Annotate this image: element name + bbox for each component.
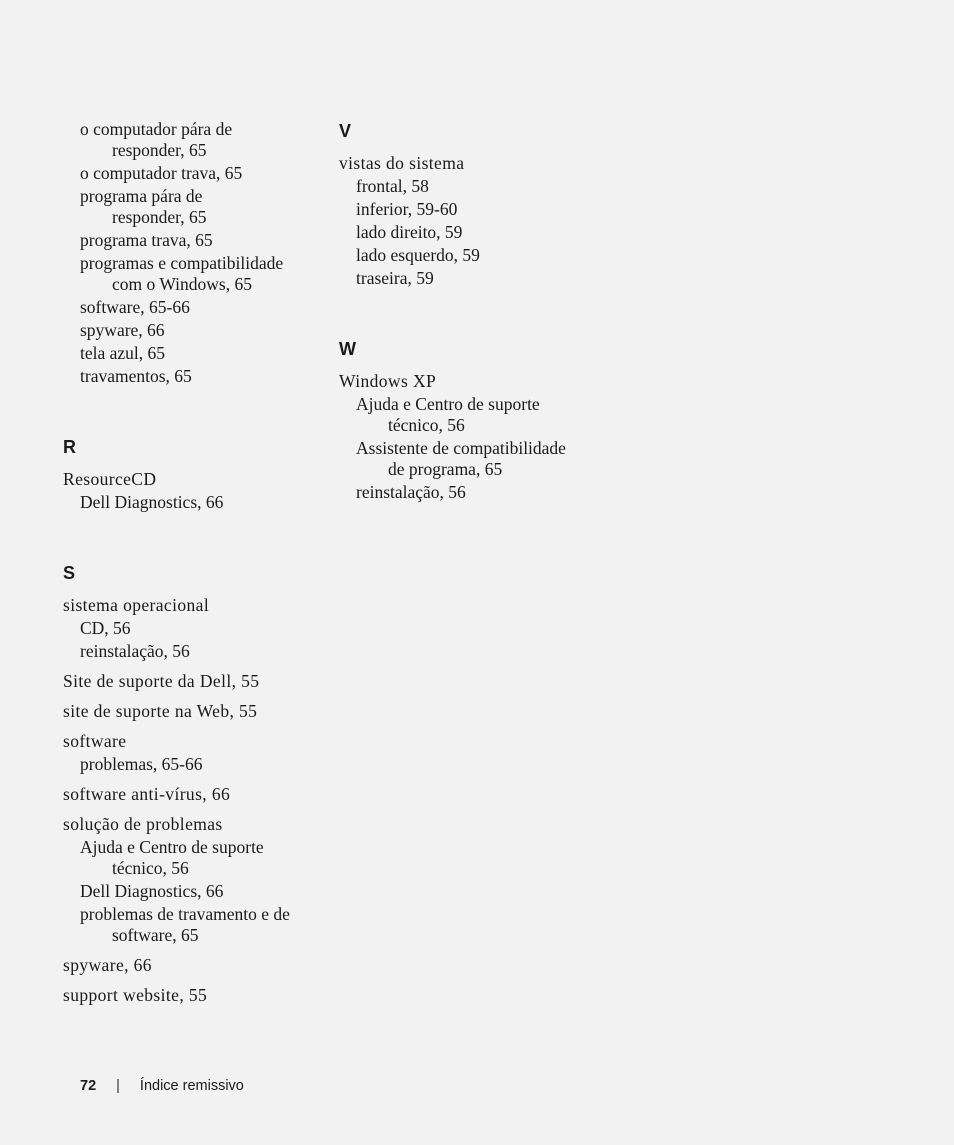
index-subentry: reinstalação, 56 [356, 482, 466, 502]
index-entry: spyware, 66 [63, 955, 152, 975]
index-subentry: o computador pára de [80, 119, 233, 139]
index-section-s [63, 562, 323, 1007]
index-continuation: de programa, 65 [388, 459, 503, 479]
index-subentry: spyware, 66 [80, 320, 165, 340]
index-subentry: Dell Diagnostics, 66 [80, 881, 224, 901]
index-entry: solução de problemas [63, 814, 223, 834]
index-subentry: frontal, 58 [356, 176, 429, 196]
index-subentry: lado esquerdo, 59 [356, 245, 480, 265]
section-letter-heading: S [63, 563, 76, 583]
index-entry: site de suporte na Web, 55 [63, 701, 258, 721]
index-entry: vistas do sistema [339, 153, 465, 173]
index-continuation: responder, 65 [112, 140, 207, 160]
index-entry: Site de suporte da Dell, 55 [63, 671, 260, 691]
index-subentry: Ajuda e Centro de suporte [356, 394, 540, 414]
index-subentry: tela azul, 65 [80, 343, 166, 363]
index-section-w [339, 338, 619, 504]
section-letter-heading: W [339, 339, 356, 359]
index-subentry: lado direito, 59 [356, 222, 463, 242]
page-number: 72 [80, 1078, 97, 1094]
index-subentry: Ajuda e Centro de suporte [80, 837, 264, 857]
index-subentry: programas e compatibilidade [80, 253, 284, 273]
index-subentry: reinstalação, 56 [80, 641, 190, 661]
continued-entries [63, 118, 323, 388]
index-subentry: programa trava, 65 [80, 230, 213, 250]
index-subentry: inferior, 59-60 [356, 199, 458, 219]
index-continuation: técnico, 56 [112, 858, 189, 878]
index-continuation: com o Windows, 65 [112, 274, 252, 294]
index-subentry: software, 65-66 [80, 297, 190, 317]
index-continuation: responder, 65 [112, 207, 207, 227]
index-subentry: CD, 56 [80, 618, 131, 638]
section-letter-heading: V [339, 121, 352, 141]
index-column-left [63, 118, 323, 1055]
index-section-r [63, 436, 323, 514]
footer-separator: | [116, 1078, 120, 1094]
index-entry: software anti-vírus, 66 [63, 784, 231, 804]
section-letter-heading: R [63, 437, 76, 457]
index-entry: sistema operacional [63, 595, 210, 615]
index-subentry: o computador trava, 65 [80, 163, 243, 183]
index-subentry: Dell Diagnostics, 66 [80, 492, 224, 512]
index-subentry: problemas de travamento e de [80, 904, 290, 924]
index-subentry: Assistente de compatibilidade [356, 438, 566, 458]
index-sections-right [339, 120, 619, 504]
footer-section-title: Índice remissivo [139, 1078, 244, 1094]
index-subentry: travamentos, 65 [80, 366, 192, 386]
index-continuation: software, 65 [112, 925, 199, 945]
index-entry: support website, 55 [63, 985, 208, 1005]
index-entry: software [63, 731, 127, 751]
index-entry: ResourceCD [63, 469, 157, 489]
index-column-right [339, 118, 619, 552]
index-section-v [339, 120, 619, 290]
index-subentry: programa pára de [80, 186, 203, 206]
page-footer [80, 1076, 244, 1096]
index-subentry: traseira, 59 [356, 268, 434, 288]
index-entry: Windows XP [339, 371, 437, 391]
index-continuation: técnico, 56 [388, 415, 465, 435]
index-subentry: problemas, 65-66 [80, 754, 203, 774]
index-sections-left [63, 436, 323, 1007]
